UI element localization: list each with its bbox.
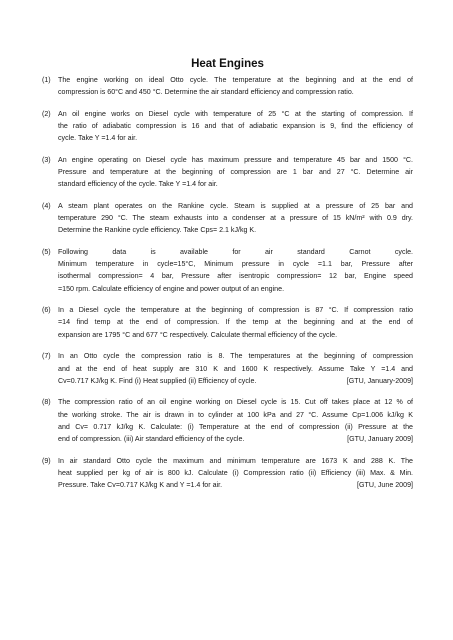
question-line: =150 rpm. Calculate efficiency of engine and power output of an engine. [58, 284, 285, 293]
question-item [42, 74, 413, 99]
question-item [42, 304, 413, 341]
question-line: In a Diesel cycle the temperature at the beginning of compression is 87 °C. If compression ratio [58, 306, 413, 315]
question-number: (8) [42, 398, 51, 407]
question-line: expansion are 1795 °C and 677 °C respectively. Calculate thermal efficiency of the cycle. [58, 330, 338, 339]
question-line: cycle. Take Y =1.4 for air. [58, 134, 138, 143]
question-line: isothermal compression= 4 bar, Pressure after isentropic compression= 12 bar, Engine speed [58, 272, 413, 281]
question-text [58, 455, 413, 492]
question-line: the ratio of adiabatic compression is 16 and that of adiabatic expansion is 9, find the efficiency of [58, 122, 413, 131]
question-line: =14 find temp at the end of compression. If the temp at the beginning and at the end of [58, 318, 413, 327]
question-item [42, 108, 413, 145]
question-number: (4) [42, 201, 51, 210]
question-line: Minimum temperature in cycle=15°C, Minimum pressure in cycle =1.1 bar, Pressure after [58, 260, 413, 269]
question-item [42, 154, 413, 191]
question-text [58, 154, 413, 191]
page-title: Heat Engines [191, 58, 264, 70]
question-number: (9) [42, 456, 51, 465]
question-number: (6) [42, 306, 51, 315]
question-line: [GTU, January 2009] end of compression. (iii) Air standard efficiency of the cycle. [58, 433, 413, 445]
question-line: [GTU, January-2009] Cv=0.717 KJ/kg K. Find (i) Heat supplied (ii) Efficiency of cycle. [58, 375, 413, 387]
question-line: The compression ratio of an oil engine working on Diesel cycle is 15. Cut off takes place at 12 % of [58, 398, 413, 407]
question-number: (3) [42, 155, 51, 164]
question-text [58, 108, 413, 145]
question-line: the working stroke. The air is drawn in to cylinder at 100 kPa and 27 °C. Assume Cp=1.006 kJ/kg K [58, 410, 413, 419]
question-line: heat supplied per kg of air is 800 kJ. Calculate (i) Compression ratio (ii) Efficiency (iii) Max. & Min. [58, 468, 413, 477]
question-line: Following data is available for air standard Carnot cycle. [58, 247, 413, 256]
question-item [42, 455, 413, 492]
question-number: (5) [42, 247, 51, 256]
question-item [42, 396, 413, 446]
question-line: A steam plant operates on the Rankine cycle. Steam is supplied at a pressure of 25 bar and [58, 201, 413, 210]
question-text [58, 246, 413, 296]
question-line: Pressure and temperature at the beginning of compression are 1 bar and 27 °C. Determine air [58, 168, 413, 177]
question-number: (7) [42, 352, 51, 361]
question-number: (1) [42, 76, 51, 84]
exam-reference: [GTU, January-2009] [346, 376, 413, 385]
question-line: The engine working on ideal Otto cycle. The temperature at the beginning and at the end of [58, 76, 413, 84]
question-text [58, 350, 413, 387]
question-line: and Cv= 0.717 kJ/kg K. Calculate: (i) Temperature at the end of compression (ii) Pressure at the [58, 422, 413, 431]
question-item [42, 350, 413, 387]
question-line: In an Otto cycle the compression ratio is 8. The temperatures at the beginning of compression [58, 352, 413, 361]
question-item [42, 246, 413, 296]
question-line: In air standard Otto cycle the maximum and minimum temperature are 1673 K and 288 K. The [58, 456, 413, 465]
question-line: temperature 290 °C. The steam exhausts into a condenser at a pressure of 15 kN/m² with 0.9 dry. [58, 214, 413, 223]
question-number: (2) [42, 109, 51, 118]
question-text [58, 304, 413, 341]
question-line: An oil engine works on Diesel cycle with temperature of 25 °C at the starting of compression. If [58, 109, 413, 118]
question-text [58, 74, 413, 99]
question-line: and at the end of heat supply are 310 K and 1600 K respectively. Assume Take Y =1.4 and [58, 364, 413, 373]
exam-reference: [GTU, January 2009] [347, 435, 413, 444]
question-line: compression is 60°C and 450 °C. Determine the air standard efficiency and compression ratio. [58, 88, 354, 97]
question-text [58, 200, 413, 237]
question-line: [GTU, June 2009] Pressure. Take Cv=0.717 KJ/kg K and Y =1.4 for air. [58, 479, 413, 491]
question-line: standard efficiency of the cycle. Take Y =1.4 for air. [58, 180, 218, 189]
question-list [42, 74, 413, 492]
question-line: Determine the Rankine cycle efficiency. Take Cps= 2.1 kJ/kg K. [58, 226, 257, 235]
question-text [58, 396, 413, 446]
question-line: An engine operating on Diesel cycle has maximum pressure and temperature 45 bar and 1500 °C. [58, 155, 413, 164]
question-item [42, 200, 413, 237]
exam-reference: [GTU, June 2009] [357, 481, 413, 490]
